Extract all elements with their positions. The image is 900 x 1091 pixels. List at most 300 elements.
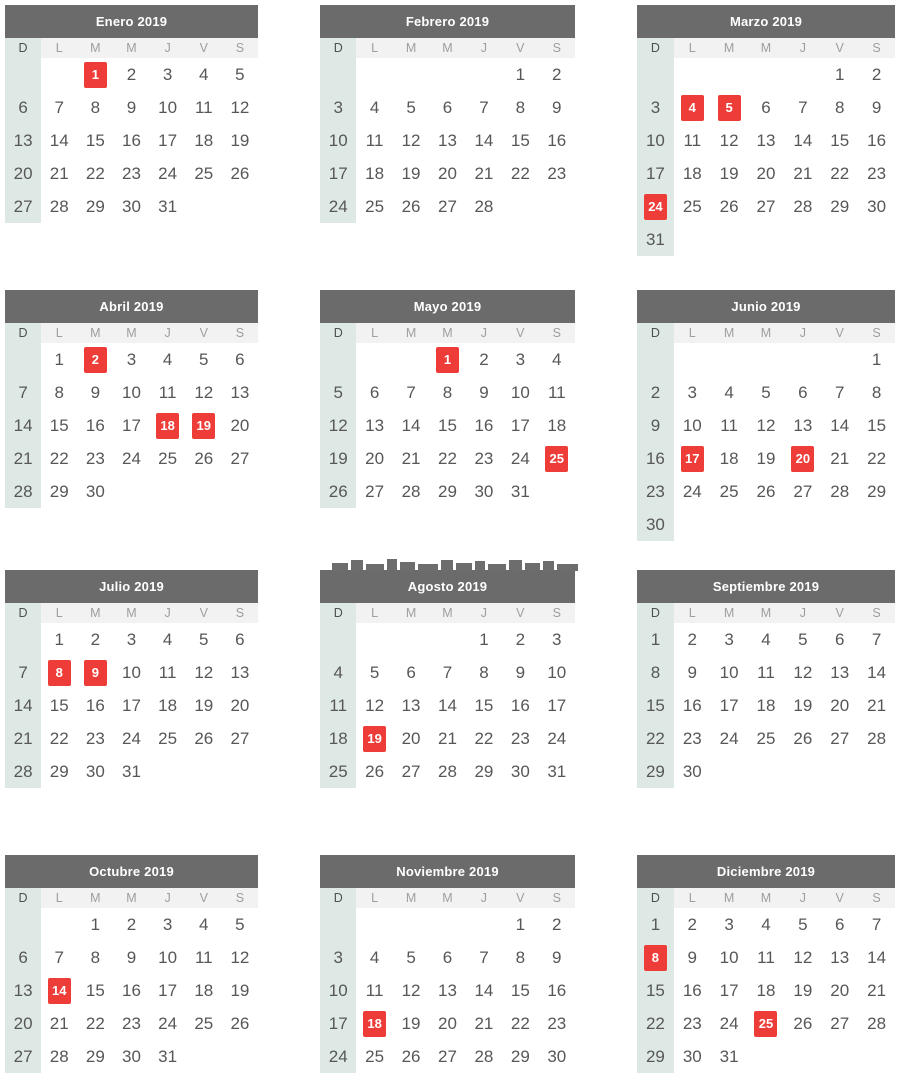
day-cell: 8	[515, 947, 526, 967]
day-cell: 16	[682, 980, 702, 1000]
day-cell: 16	[682, 695, 702, 715]
day-cell: 19	[401, 1013, 421, 1033]
day-cell: 3	[162, 64, 173, 84]
holiday-badge: 2	[84, 347, 107, 373]
weekday-label-sunday: D	[5, 888, 41, 908]
day-cell: 26	[401, 1046, 421, 1066]
weekday-label: S	[552, 606, 561, 620]
day-cell: 31	[547, 761, 567, 781]
day-cell: 11	[757, 947, 775, 967]
day-cell: 10	[637, 124, 674, 157]
empty-day-cell	[711, 223, 748, 256]
weekday-label: M	[90, 326, 101, 340]
day-cell: 12	[194, 382, 214, 402]
day-cell: 29	[510, 1046, 530, 1066]
day-cell: 14	[5, 689, 41, 722]
day-cell: 30	[867, 196, 887, 216]
weekday-label: M	[405, 891, 417, 905]
empty-day-cell	[858, 1040, 895, 1073]
holiday-day-cell	[186, 409, 222, 442]
empty-day-cell	[222, 755, 258, 788]
day-cell: 27	[438, 1046, 457, 1066]
weekday-label: L	[55, 891, 63, 905]
day-cell: 13	[830, 947, 850, 967]
day-cell: 13	[5, 124, 41, 157]
month-julio	[5, 570, 258, 788]
holiday-day-cell	[748, 1007, 785, 1040]
weekday-label: M	[90, 891, 101, 905]
day-cell: 23	[85, 448, 105, 468]
day-cell: 9	[871, 97, 882, 117]
empty-day-cell	[186, 1040, 222, 1073]
day-cell: 10	[547, 662, 567, 682]
day-cell: 29	[49, 481, 69, 501]
day-cell: 2	[126, 64, 137, 84]
empty-day-cell	[320, 908, 356, 941]
day-cell: 12	[194, 662, 214, 682]
weekday-header-row	[637, 603, 895, 623]
day-cell: 23	[85, 728, 105, 748]
day-cell: 10	[320, 124, 356, 157]
weekday-label: J	[164, 326, 171, 340]
month-title: Agosto 2019	[320, 570, 575, 603]
holiday-day-cell	[637, 190, 674, 223]
holiday-day-cell	[429, 343, 465, 376]
holiday-badge: 25	[545, 446, 568, 472]
empty-day-cell	[356, 58, 392, 91]
day-cell: 24	[320, 1040, 356, 1073]
day-cell: 2	[515, 629, 526, 649]
day-cell: 6	[235, 629, 245, 649]
empty-day-cell	[821, 508, 858, 541]
weekday-label: S	[872, 606, 881, 620]
weekday-label: V	[199, 41, 208, 55]
day-cell: 21	[830, 448, 850, 468]
holiday-day-cell	[150, 409, 186, 442]
month-title: Julio 2019	[5, 570, 258, 603]
day-cell: 10	[719, 947, 739, 967]
day-cell: 10	[719, 662, 739, 682]
day-cell: 25	[194, 163, 214, 183]
day-cell: 24	[122, 448, 141, 468]
empty-day-cell	[150, 475, 186, 508]
weekday-label: S	[872, 326, 881, 340]
weekday-label-sunday: D	[320, 888, 356, 908]
day-cell: 4	[199, 914, 209, 934]
day-cell: 26	[719, 196, 739, 216]
day-cell: 9	[479, 382, 489, 402]
day-cell: 4	[162, 629, 173, 649]
weekday-label: V	[199, 606, 208, 620]
day-cell: 17	[719, 695, 739, 715]
holiday-badge: 19	[363, 726, 386, 752]
day-cell: 27	[830, 1013, 850, 1033]
day-cell: 15	[510, 980, 530, 1000]
holiday-badge: 18	[156, 413, 179, 439]
day-cell: 25	[719, 481, 739, 501]
day-cell: 15	[49, 415, 69, 435]
day-cell: 24	[719, 728, 739, 748]
day-cell: 12	[230, 947, 250, 967]
day-cell: 6	[442, 97, 453, 117]
day-cell: 22	[637, 722, 674, 755]
weekday-label: L	[688, 326, 696, 340]
day-cell: 19	[194, 695, 214, 715]
weekday-label: J	[480, 606, 488, 620]
weekday-label: J	[480, 41, 488, 55]
weekday-label: V	[516, 606, 525, 620]
day-cell: 10	[122, 382, 141, 402]
weekday-label: S	[235, 41, 245, 55]
day-cell: 15	[510, 130, 530, 150]
day-cell: 19	[230, 130, 250, 150]
empty-day-cell	[748, 508, 785, 541]
empty-day-cell	[502, 190, 538, 223]
day-cell: 21	[49, 163, 69, 183]
day-cell: 9	[515, 662, 526, 682]
month-title: Noviembre 2019	[320, 855, 575, 888]
day-cell: 20	[230, 695, 250, 715]
empty-day-cell	[711, 58, 748, 91]
day-cell: 6	[834, 914, 845, 934]
day-cell: 15	[637, 689, 674, 722]
day-cell: 9	[687, 947, 697, 967]
day-cell: 18	[320, 722, 356, 755]
weekday-label: M	[723, 891, 735, 905]
day-cell: 27	[5, 1040, 41, 1073]
month-enero	[5, 5, 258, 223]
day-cell: 9	[126, 97, 137, 117]
day-cell: 13	[830, 662, 850, 682]
day-cell: 9	[687, 662, 697, 682]
day-cell: 31	[158, 1046, 178, 1066]
day-cell: 5	[235, 914, 245, 934]
weekday-label: L	[688, 891, 696, 905]
day-cell: 26	[230, 163, 250, 183]
day-cell: 26	[401, 196, 421, 216]
day-cell: 6	[834, 629, 845, 649]
weekday-label-sunday: D	[637, 888, 674, 908]
day-cell: 25	[194, 1013, 214, 1033]
weekday-label: V	[516, 891, 525, 905]
month-title: Marzo 2019	[637, 5, 895, 38]
day-cell: 15	[830, 130, 850, 150]
weekday-label: M	[126, 326, 137, 340]
holiday-day-cell	[77, 343, 113, 376]
empty-day-cell	[711, 755, 748, 788]
weekday-label: J	[480, 891, 488, 905]
day-cell: 1	[871, 349, 882, 369]
day-cell: 12	[230, 97, 250, 117]
day-cell: 21	[867, 980, 887, 1000]
empty-day-cell	[821, 223, 858, 256]
day-cell: 22	[474, 728, 494, 748]
day-cell: 1	[637, 623, 674, 656]
empty-day-cell	[393, 908, 429, 941]
empty-day-cell	[674, 223, 711, 256]
empty-day-cell	[429, 908, 465, 941]
month-abril	[5, 290, 258, 508]
weekday-label: L	[371, 606, 379, 620]
weekday-label: S	[235, 606, 245, 620]
day-cell: 12	[365, 695, 385, 715]
day-cell: 15	[85, 980, 105, 1000]
day-cell: 29	[85, 1046, 105, 1066]
empty-day-cell	[821, 343, 858, 376]
day-cell: 6	[761, 97, 771, 117]
day-cell: 17	[122, 695, 141, 715]
empty-day-cell	[466, 58, 502, 91]
day-cell: 18	[756, 695, 776, 715]
weekday-header-row	[320, 323, 575, 343]
weekday-label: M	[760, 326, 772, 340]
day-cell: 23	[122, 163, 141, 183]
empty-day-cell	[821, 1040, 858, 1073]
weekday-label: M	[760, 606, 772, 620]
day-cell: 13	[438, 980, 457, 1000]
day-cell: 2	[637, 376, 674, 409]
day-cell: 22	[85, 1013, 105, 1033]
month-agosto	[320, 570, 575, 788]
day-cell: 10	[510, 382, 530, 402]
day-cell: 4	[369, 97, 380, 117]
weekday-label: V	[835, 41, 844, 55]
holiday-day-cell	[77, 656, 113, 689]
day-cell: 21	[793, 163, 813, 183]
holiday-badge: 8	[644, 945, 667, 971]
day-cell: 28	[867, 1013, 887, 1033]
day-cell: 8	[442, 382, 453, 402]
day-cell: 9	[637, 409, 674, 442]
empty-day-cell	[320, 623, 356, 656]
day-cell: 1	[637, 908, 674, 941]
day-cell: 21	[474, 1013, 494, 1033]
day-cell: 16	[637, 442, 674, 475]
day-cell: 16	[547, 130, 567, 150]
month-days-grid	[5, 58, 258, 223]
empty-day-cell	[674, 508, 711, 541]
empty-day-cell	[393, 343, 429, 376]
weekday-label: S	[872, 41, 881, 55]
day-cell: 19	[230, 980, 250, 1000]
day-cell: 14	[5, 409, 41, 442]
month-title: Diciembre 2019	[637, 855, 895, 888]
day-cell: 30	[122, 196, 141, 216]
day-cell: 16	[547, 980, 567, 1000]
day-cell: 14	[867, 947, 887, 967]
empty-day-cell	[784, 508, 821, 541]
day-cell: 15	[85, 130, 105, 150]
day-cell: 1	[90, 914, 101, 934]
empty-day-cell	[784, 223, 821, 256]
day-cell: 27	[230, 728, 250, 748]
day-cell: 14	[438, 695, 457, 715]
holiday-badge: 14	[48, 978, 71, 1004]
day-cell: 26	[756, 481, 776, 501]
month-febrero	[320, 5, 575, 223]
day-cell: 27	[438, 196, 457, 216]
day-cell: 15	[867, 415, 887, 435]
day-cell: 1	[515, 914, 526, 934]
day-cell: 5	[406, 97, 416, 117]
day-cell: 21	[401, 448, 421, 468]
holiday-day-cell	[539, 442, 575, 475]
empty-day-cell	[784, 343, 821, 376]
day-cell: 20	[5, 157, 41, 190]
weekday-label: V	[835, 326, 844, 340]
day-cell: 8	[871, 382, 882, 402]
month-days-grid	[637, 58, 895, 256]
empty-day-cell	[393, 623, 429, 656]
day-cell: 31	[158, 196, 178, 216]
day-cell: 13	[401, 695, 421, 715]
day-cell: 22	[438, 448, 457, 468]
weekday-label-sunday: D	[320, 38, 356, 58]
month-marzo	[637, 5, 895, 256]
day-cell: 7	[54, 947, 64, 967]
month-title: Abril 2019	[5, 290, 258, 323]
day-cell: 7	[442, 662, 453, 682]
weekday-label: M	[723, 41, 735, 55]
empty-day-cell	[784, 58, 821, 91]
day-cell: 25	[158, 728, 178, 748]
day-cell: 2	[871, 64, 882, 84]
day-cell: 24	[547, 728, 567, 748]
day-cell: 18	[547, 415, 567, 435]
empty-day-cell	[784, 1040, 821, 1073]
day-cell: 18	[682, 163, 702, 183]
empty-day-cell	[222, 190, 258, 223]
day-cell: 29	[85, 196, 105, 216]
empty-day-cell	[748, 343, 785, 376]
day-cell: 11	[683, 130, 702, 150]
day-cell: 26	[793, 728, 813, 748]
month-days-grid	[320, 58, 575, 223]
day-cell: 5	[798, 914, 808, 934]
day-cell: 30	[682, 761, 702, 781]
weekday-header-row	[320, 38, 575, 58]
holiday-day-cell	[356, 1007, 392, 1040]
weekday-header-row	[637, 888, 895, 908]
day-cell: 16	[122, 980, 141, 1000]
month-title: Mayo 2019	[320, 290, 575, 323]
day-cell: 1	[515, 64, 526, 84]
day-cell: 10	[682, 415, 702, 435]
day-cell: 15	[637, 974, 674, 1007]
month-title: Junio 2019	[637, 290, 895, 323]
day-cell: 10	[158, 947, 178, 967]
day-cell: 8	[637, 656, 674, 689]
holiday-badge: 18	[363, 1011, 386, 1037]
empty-day-cell	[320, 343, 356, 376]
day-cell: 23	[547, 163, 567, 183]
day-cell: 2	[552, 64, 562, 84]
weekday-label-sunday: D	[637, 603, 674, 623]
day-cell: 16	[474, 415, 494, 435]
day-cell: 7	[834, 382, 845, 402]
day-cell: 14	[49, 130, 69, 150]
empty-day-cell	[711, 508, 748, 541]
day-cell: 28	[830, 481, 850, 501]
day-cell: 11	[158, 662, 177, 682]
month-title: Febrero 2019	[320, 5, 575, 38]
day-cell: 28	[867, 728, 887, 748]
day-cell: 26	[320, 475, 356, 508]
day-cell: 24	[122, 728, 141, 748]
day-cell: 18	[719, 448, 739, 468]
weekday-header-row	[637, 323, 895, 343]
empty-day-cell	[858, 508, 895, 541]
day-cell: 30	[637, 508, 674, 541]
month-diciembre	[637, 855, 895, 1073]
weekday-label: J	[799, 41, 806, 55]
day-cell: 22	[867, 448, 887, 468]
month-days-grid	[637, 623, 895, 788]
empty-day-cell	[748, 58, 785, 91]
day-cell: 3	[515, 349, 526, 369]
day-cell: 6	[5, 941, 41, 974]
day-cell: 4	[162, 349, 173, 369]
weekday-label: M	[405, 326, 417, 340]
weekday-label: V	[199, 326, 208, 340]
month-title: Enero 2019	[5, 5, 258, 38]
day-cell: 14	[793, 130, 813, 150]
day-cell: 21	[867, 695, 887, 715]
day-cell: 28	[474, 196, 494, 216]
weekday-label: M	[723, 606, 735, 620]
holiday-badge: 25	[754, 1011, 777, 1037]
day-cell: 12	[756, 415, 776, 435]
day-cell: 3	[126, 349, 137, 369]
day-cell: 3	[552, 629, 562, 649]
day-cell: 15	[438, 415, 457, 435]
weekday-label: M	[442, 326, 453, 340]
day-cell: 2	[479, 349, 489, 369]
day-cell: 7	[54, 97, 64, 117]
empty-day-cell	[150, 755, 186, 788]
month-days-grid	[5, 343, 258, 508]
weekday-label: J	[799, 891, 806, 905]
day-cell: 1	[54, 629, 64, 649]
day-cell: 8	[54, 382, 64, 402]
weekday-label-sunday: D	[637, 323, 674, 343]
holiday-day-cell	[711, 91, 748, 124]
day-cell: 7	[798, 97, 808, 117]
empty-day-cell	[393, 58, 429, 91]
day-cell: 4	[320, 656, 356, 689]
day-cell: 18	[158, 695, 178, 715]
weekday-label: M	[126, 41, 137, 55]
empty-day-cell	[748, 755, 785, 788]
day-cell: 21	[49, 1013, 69, 1033]
day-cell: 13	[230, 662, 250, 682]
day-cell: 24	[320, 190, 356, 223]
weekday-label: L	[371, 891, 379, 905]
day-cell: 4	[199, 64, 209, 84]
weekday-label: L	[55, 326, 63, 340]
day-cell: 16	[122, 130, 141, 150]
weekday-label: S	[872, 891, 881, 905]
weekday-label: J	[799, 606, 806, 620]
day-cell: 26	[230, 1013, 250, 1033]
weekday-header-row	[5, 38, 258, 58]
day-cell: 22	[637, 1007, 674, 1040]
day-cell: 10	[158, 97, 178, 117]
day-cell: 13	[438, 130, 457, 150]
month-octubre	[5, 855, 258, 1073]
day-cell: 8	[834, 97, 845, 117]
day-cell: 28	[5, 475, 41, 508]
